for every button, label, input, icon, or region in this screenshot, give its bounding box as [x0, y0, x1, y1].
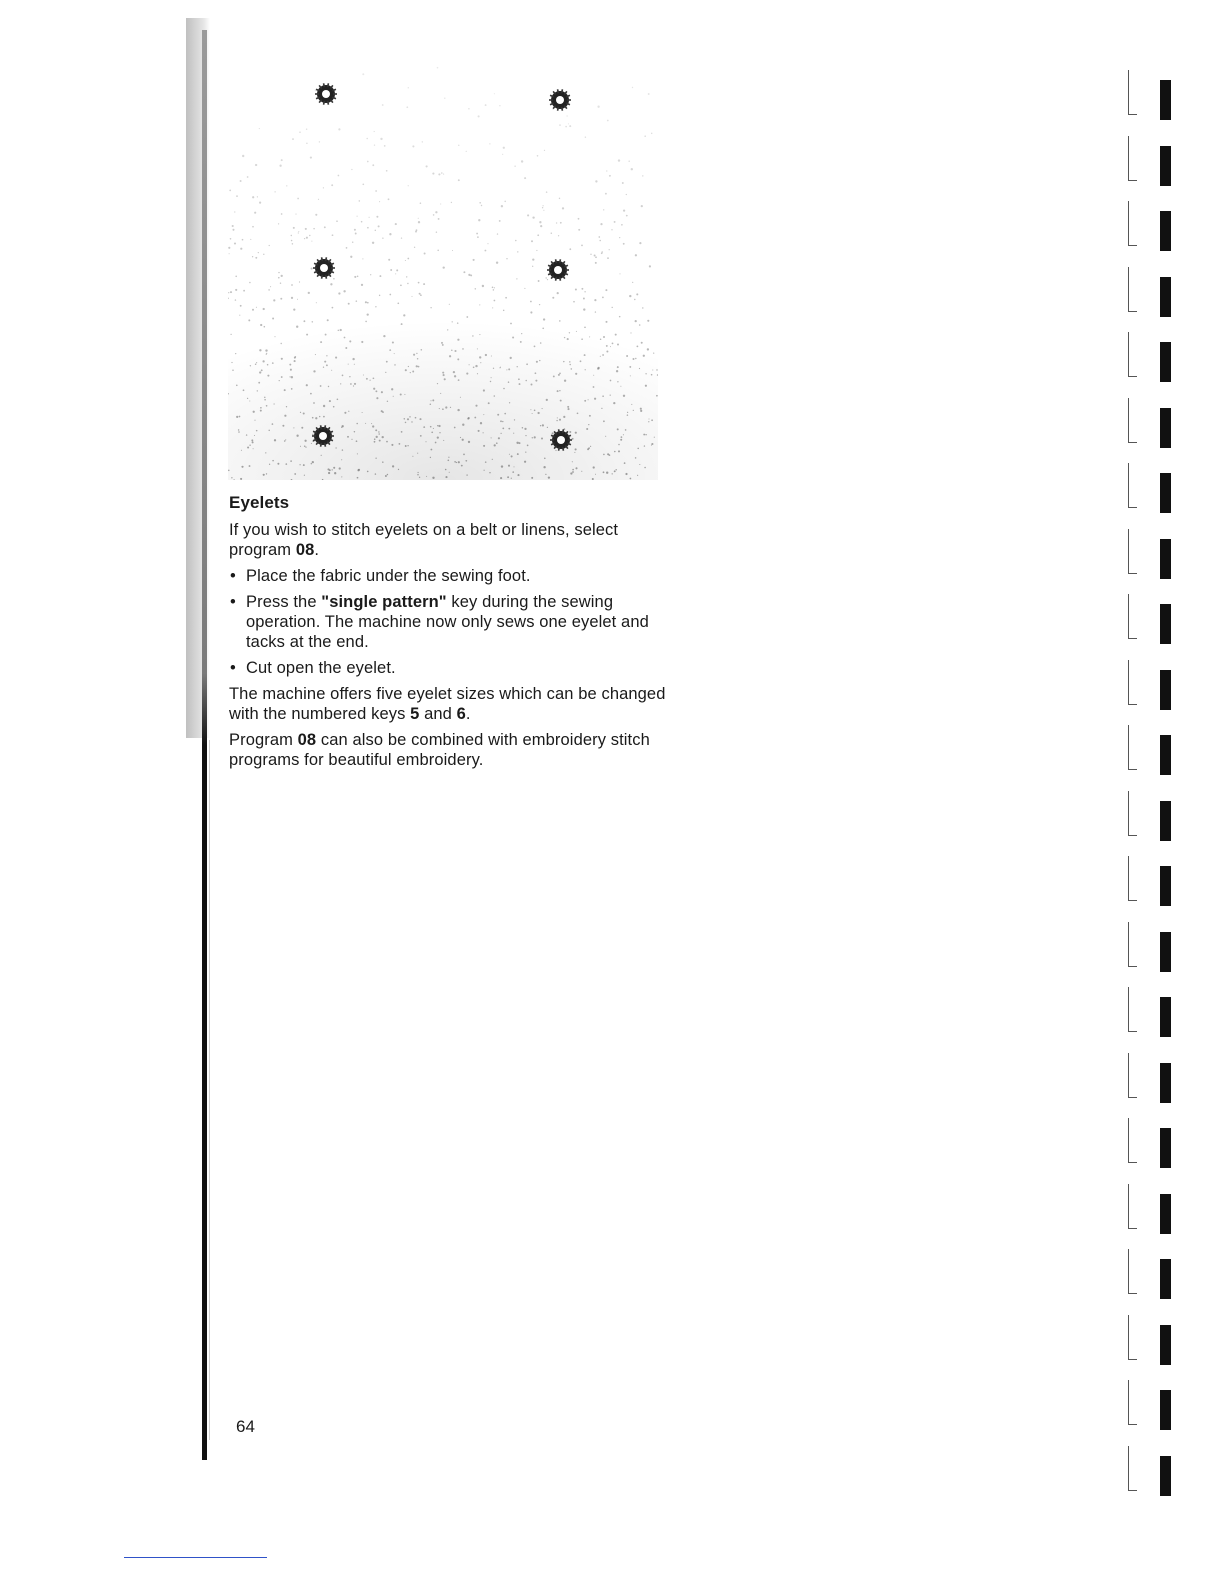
- list-item-text: Cut open the eyelet.: [246, 659, 396, 677]
- list-item-text: Place the fabric under the sewing foot.: [246, 567, 531, 585]
- intro-text: If you wish to stitch eyelets on a belt or linens, select program: [229, 521, 619, 559]
- binding-bracket: [1128, 70, 1137, 115]
- binding-bracket: [1128, 1249, 1137, 1294]
- intro-end: .: [314, 541, 320, 559]
- binding-bracket: [1128, 987, 1137, 1032]
- binding-bracket: [1128, 725, 1137, 770]
- binding-bracket: [1128, 398, 1137, 443]
- list-item: [229, 592, 669, 652]
- bullet-icon: •: [230, 593, 236, 611]
- binding-hole: [1160, 277, 1171, 317]
- binding-hole: [1160, 342, 1171, 382]
- binding-bracket: [1128, 267, 1137, 312]
- binding-bracket: [1128, 529, 1137, 574]
- binding-hole: [1160, 1325, 1171, 1365]
- eyelet-icon: [549, 89, 571, 110]
- fabric-with-eyelets-icon: [228, 60, 658, 480]
- binding-hole: [1160, 997, 1171, 1037]
- binding-hole: [1160, 539, 1171, 579]
- bottom-rule: [124, 1557, 267, 1558]
- spiral-binding-marks: [1120, 10, 1180, 1470]
- binding-hole: [1160, 604, 1171, 644]
- key-name: "single pattern": [321, 593, 447, 611]
- binding-bracket: [1128, 332, 1137, 377]
- binding-bracket: [1128, 922, 1137, 967]
- sizes-mid: and: [419, 705, 457, 723]
- binding-hole: [1160, 866, 1171, 906]
- binding-bracket: [1128, 1380, 1137, 1425]
- list-item: [229, 566, 669, 586]
- binding-bracket: [1128, 1184, 1137, 1229]
- list-item-text-pre: Press the: [246, 593, 322, 611]
- binding-hole: [1160, 211, 1171, 251]
- binding-hole: [1160, 146, 1171, 186]
- combo-text-pre: Program: [229, 731, 298, 749]
- combo-paragraph: [229, 730, 669, 770]
- binding-hole: [1160, 1194, 1171, 1234]
- page-number: 64: [236, 1417, 255, 1436]
- binding-hole: [1160, 473, 1171, 513]
- binding-gutter-line: [202, 30, 207, 1460]
- eyelets-section: [229, 493, 669, 776]
- eyelets-illustration: [228, 60, 658, 480]
- binding-hole: [1160, 801, 1171, 841]
- binding-bracket: [1128, 856, 1137, 901]
- program-number: 08: [297, 731, 317, 749]
- binding-hole: [1160, 408, 1171, 448]
- binding-hole: [1160, 1128, 1171, 1168]
- list-item: [229, 658, 669, 678]
- binding-gutter-hairline: [209, 740, 210, 1440]
- binding-bracket: [1128, 1053, 1137, 1098]
- binding-bracket: [1128, 201, 1137, 246]
- binding-bracket: [1128, 136, 1137, 181]
- binding-hole: [1160, 670, 1171, 710]
- fabric-shading: [228, 280, 658, 480]
- program-number: 08: [295, 541, 315, 559]
- intro-paragraph: [229, 520, 669, 560]
- binding-bracket: [1128, 791, 1137, 836]
- list-item-text-post: key during the sewing operation. The machine now only sews one eyelet and tacks at the end.: [246, 593, 649, 651]
- sizes-end: .: [465, 705, 471, 723]
- bullet-icon: •: [230, 567, 236, 585]
- section-heading: Eyelets: [229, 493, 290, 512]
- binding-bracket: [1128, 1315, 1137, 1360]
- binding-hole: [1160, 932, 1171, 972]
- instruction-list: [229, 566, 669, 678]
- binding-hole: [1160, 1259, 1171, 1299]
- binding-hole: [1160, 1063, 1171, 1103]
- binding-hole: [1160, 1456, 1171, 1496]
- bullet-icon: •: [230, 659, 236, 677]
- binding-bracket: [1128, 1118, 1137, 1163]
- binding-bracket: [1128, 1446, 1137, 1491]
- binding-bracket: [1128, 660, 1137, 705]
- binding-hole: [1160, 80, 1171, 120]
- eyelet-icon: [547, 259, 569, 280]
- combo-text-post: can also be combined with embroidery stitch programs for beautiful embroidery.: [229, 731, 650, 769]
- sizes-text: The machine offers five eyelet sizes which can be changed with the numbered keys: [229, 685, 666, 723]
- binding-hole: [1160, 1390, 1171, 1430]
- key-number: 5: [410, 705, 420, 723]
- eyelet-icon: [315, 83, 337, 104]
- binding-hole: [1160, 735, 1171, 775]
- eyelet-icon: [313, 257, 335, 278]
- key-number: 6: [456, 705, 466, 723]
- binding-bracket: [1128, 594, 1137, 639]
- sizes-paragraph: [229, 684, 669, 724]
- binding-bracket: [1128, 463, 1137, 508]
